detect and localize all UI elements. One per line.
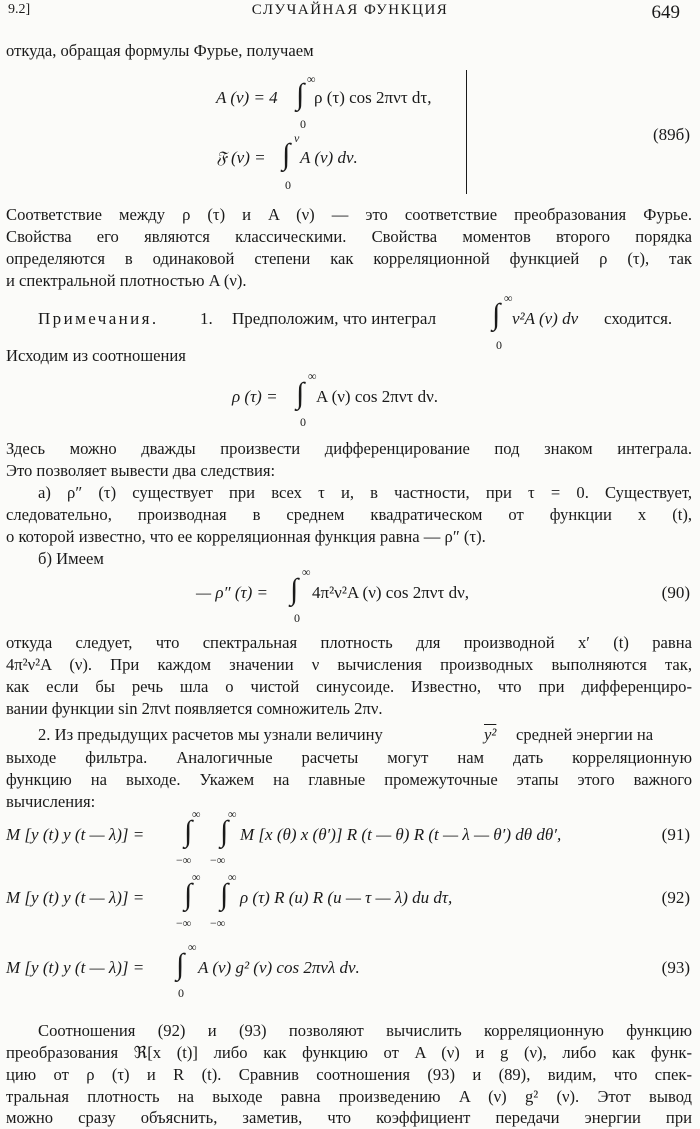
text-line: следовательно, производная в среднем квадратическом от функции x (t), xyxy=(6,505,692,524)
text-line: Свойства его являются классическими. Свойства моментов второго порядка xyxy=(6,227,692,246)
upper-limit: ∞ xyxy=(192,807,201,821)
running-title: СЛУЧАЙНАЯ ФУНКЦИЯ xyxy=(251,2,449,18)
integral-sign: ∫ xyxy=(184,815,193,848)
equation-number: (89б) xyxy=(653,125,690,144)
lower-limit: 0 xyxy=(285,178,291,192)
upper-limit: ∞ xyxy=(192,870,201,884)
upper-limit: ∞ xyxy=(504,291,513,305)
upper-limit: ∞ xyxy=(188,940,197,954)
text-line: преобразования ℜ[x (t)] либо как функцию от A (ν) и g (ν), либо как функ- xyxy=(6,1043,692,1062)
eq-rhs: 4π²ν²A (ν) cos 2πντ dν, xyxy=(312,583,470,602)
eq-rhs: A (ν) g² (ν) cos 2πνλ dν. xyxy=(198,958,360,977)
note-text: Предположим, что интеграл xyxy=(232,309,437,328)
notes-heading: Примечания. xyxy=(38,309,159,328)
text-line: Это позволяет вывести два следствия: xyxy=(6,461,276,480)
right-brace xyxy=(456,70,467,194)
integral-sign: ∫ xyxy=(290,573,299,606)
eq-lhs: — ρ″ (τ) = xyxy=(196,583,268,602)
note-end: сходится. xyxy=(604,309,673,328)
text-line: цию от ρ (τ) и R (t). Сравнив соотношения (93) и (89), видим, что спек- xyxy=(6,1065,692,1084)
text-fragment: 2. Из предыдущих расчетов мы узнали величину xyxy=(38,725,383,744)
eq-lhs: M [y (t) y (t — λ)] = xyxy=(6,825,145,844)
equation-number: (92) xyxy=(661,888,690,907)
lower-limit: −∞ xyxy=(210,853,226,867)
text-line: Соответствие между ρ (τ) и A (ν) — это соответствие преобразования Фурье. xyxy=(6,205,692,224)
eq-lhs: M [y (t) y (t — λ)] = xyxy=(6,888,145,907)
integral-sign: ∫ xyxy=(176,948,185,981)
text-fragment: средней энергии на xyxy=(516,725,654,744)
section-number: 9.2] xyxy=(8,2,31,17)
text-line: Исходим из соотношения xyxy=(6,346,186,365)
page-header xyxy=(0,0,700,30)
text-line: вании функции sin 2πνt появляется сомножитель 2πν. xyxy=(6,699,383,718)
integral-sign: ∫ xyxy=(220,878,229,911)
integral-sign: ∫ xyxy=(220,815,229,848)
note-integrand: ν²A (ν) dν xyxy=(512,309,579,328)
lower-limit: 0 xyxy=(496,338,502,352)
text-line: выходе фильтра. Аналогичные расчеты могут нам дать корреляционную xyxy=(6,748,692,767)
text-line: определяются в одинаковой степени как корреляционной функцией ρ (τ), так xyxy=(6,249,692,268)
integral-sign: ∫ xyxy=(296,377,305,410)
text-line: можно сразу объяснить, заметив, что коэффициент передачи энергии при xyxy=(6,1108,692,1127)
text-line: откуда, обращая формулы Фурье, получаем xyxy=(6,41,314,60)
text-line: 4π²ν²A (ν). При каждом значении ν вычисления производных выполняются так, xyxy=(6,655,692,674)
equation-number: (91) xyxy=(661,825,690,844)
text-line: о которой известно, что ее корреляционная функция равна — ρ″ (τ). xyxy=(6,527,486,546)
note-number: 1. xyxy=(200,309,213,328)
integral-sign: ∫ xyxy=(296,78,305,111)
eq-lhs: 𝔉 (ν) = xyxy=(216,148,266,167)
lower-limit: 0 xyxy=(294,611,300,625)
lower-limit: 0 xyxy=(300,415,306,429)
lower-limit: 0 xyxy=(300,117,306,131)
text-line: б) Имеем xyxy=(38,549,104,568)
text-line: Соотношения (92) и (93) позволяют вычислить корреляционную функцию xyxy=(38,1021,692,1040)
upper-limit: ∞ xyxy=(228,870,237,884)
lower-limit: 0 xyxy=(178,986,184,1000)
upper-limit: ν xyxy=(294,131,300,145)
equation-number: (93) xyxy=(661,958,690,977)
upper-limit: ∞ xyxy=(308,369,317,383)
text-line: а) ρ″ (τ) существует при всех τ и, в частности, при τ = 0. Существует, xyxy=(38,483,692,502)
eq-rhs: M [x (θ) x (θ′)] R (t — θ) R (t — λ — θ′) dθ dθ′, xyxy=(240,825,562,844)
page-number: 649 xyxy=(651,2,680,23)
integral-sign: ∫ xyxy=(492,298,501,331)
eq-lhs: ρ (τ) = xyxy=(232,387,278,406)
upper-limit: ∞ xyxy=(302,565,311,579)
text-line: вычисления: xyxy=(6,792,96,811)
integral-sign: ∫ xyxy=(184,878,193,911)
eq-lhs: M [y (t) y (t — λ)] = xyxy=(6,958,145,977)
mean-energy-symbol: y² xyxy=(484,725,497,744)
text-line: Здесь можно дважды произвести дифференцирование под знаком интеграла. xyxy=(6,439,692,458)
eq-lhs: A (ν) = 4 xyxy=(216,88,278,107)
eq-rhs: ρ (τ) R (u) R (u — τ — λ) du dτ, xyxy=(240,888,453,907)
eq-rhs: ρ (τ) cos 2πντ dτ, xyxy=(314,88,432,107)
lower-limit: −∞ xyxy=(176,916,192,930)
eq-rhs: A (ν) cos 2πντ dν. xyxy=(316,387,439,406)
integral-sign: ∫ xyxy=(282,138,291,171)
equation-number: (90) xyxy=(661,583,690,602)
upper-limit: ∞ xyxy=(228,807,237,821)
lower-limit: −∞ xyxy=(210,916,226,930)
lower-limit: −∞ xyxy=(176,853,192,867)
eq-rhs: A (ν) dν. xyxy=(300,148,358,167)
text-line: функцию на выходе. Укажем на главные промежуточные этапы этого важного xyxy=(6,770,692,789)
upper-limit: ∞ xyxy=(307,72,316,86)
text-line: тральная плотность на выходе равна произведению A (ν) g² (ν). Этот вывод xyxy=(6,1087,692,1106)
text-line: как если бы речь шла о чистой синусоиде. Известно, что при дифференциро- xyxy=(6,677,692,696)
text-line: и спектральной плотностью A (ν). xyxy=(6,271,247,290)
text-line: откуда следует, что спектральная плотность для производной x′ (t) равна xyxy=(6,633,692,652)
